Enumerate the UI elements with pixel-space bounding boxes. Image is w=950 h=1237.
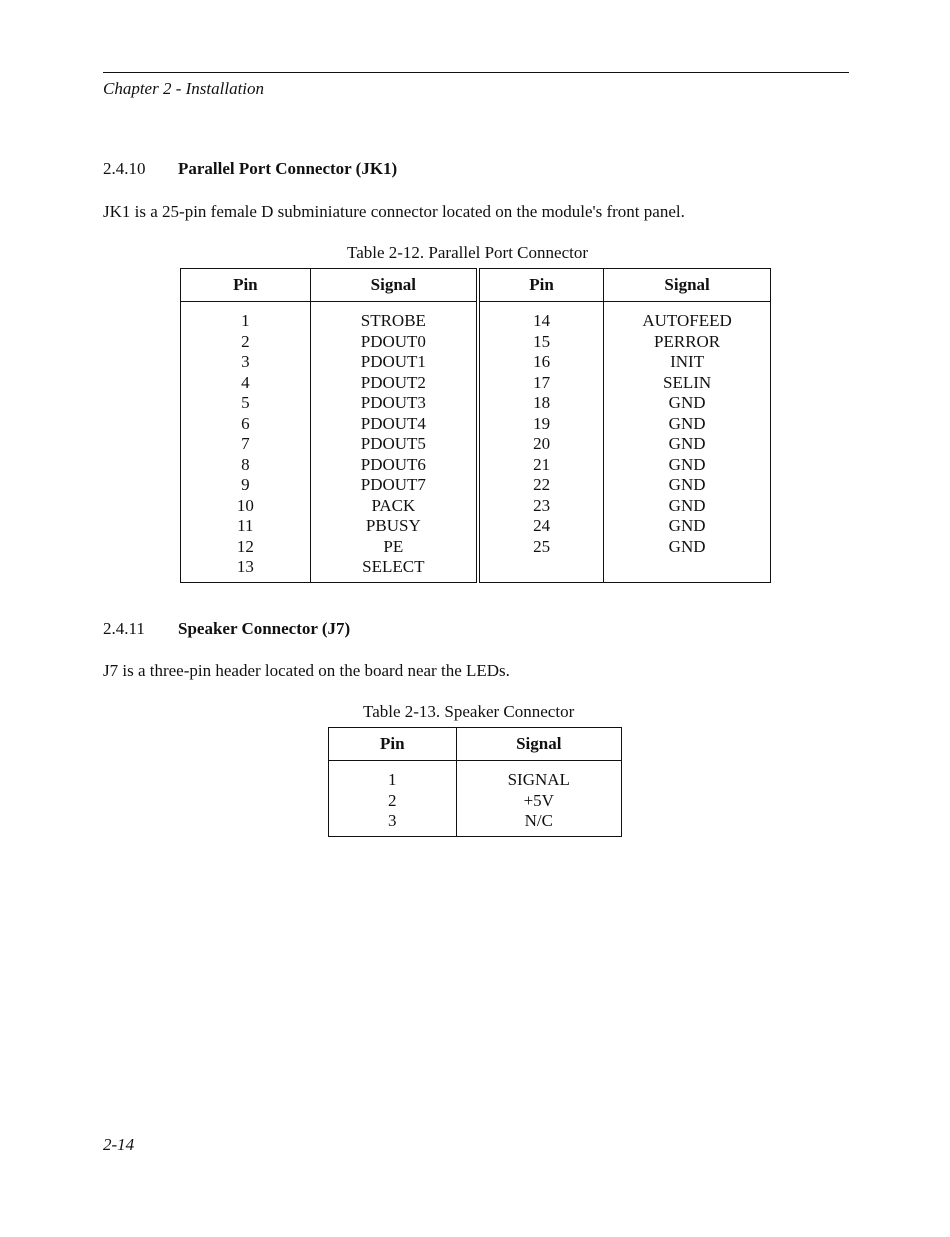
table-cell: 6 (241, 413, 250, 433)
table-row (181, 516, 771, 537)
table-row (181, 557, 771, 582)
table-cell: GND (604, 496, 771, 517)
table-header-row (329, 728, 622, 761)
table-cell: PDOUT5 (310, 434, 478, 455)
table-row (181, 414, 771, 435)
table-cell: PE (310, 537, 478, 558)
section-body-speaker: J7 is a three-pin header located on the board near the LEDs. (103, 661, 510, 680)
column-header: Pin (478, 269, 604, 302)
table-row (181, 455, 771, 476)
table-cell: 8 (241, 454, 250, 474)
table-cell: PDOUT1 (310, 352, 478, 373)
table-cell: 18 (478, 393, 604, 414)
speaker-connector-table (328, 727, 622, 837)
column-header: Signal (310, 269, 478, 302)
table-cell: 15 (478, 332, 604, 353)
table-cell: 17 (478, 373, 604, 394)
table-cell: 16 (478, 352, 604, 373)
table-row (329, 761, 622, 791)
table-cell: +5V (456, 791, 622, 812)
section-title: Parallel Port Connector (JK1) (178, 159, 398, 178)
table-cell: 24 (478, 516, 604, 537)
parallel-port-table (180, 268, 771, 583)
section-number: 2.4.11 (103, 619, 145, 638)
table-cell: 25 (478, 537, 604, 558)
table-cell: PBUSY (310, 516, 478, 537)
table-cell: AUTOFEED (604, 302, 771, 332)
section-heading-speaker (103, 619, 350, 639)
column-header: Signal (456, 728, 622, 761)
table-row (181, 352, 771, 373)
table-cell: 20 (478, 434, 604, 455)
table-row (181, 475, 771, 496)
table-row (329, 791, 622, 812)
table-row (181, 332, 771, 353)
table-cell: GND (604, 475, 771, 496)
table-cell: 3 (241, 352, 250, 371)
table-cell: PACK (310, 496, 478, 517)
table-cell: PDOUT2 (310, 373, 478, 394)
table-cell (604, 557, 771, 582)
table-cell: GND (604, 516, 771, 537)
table-cell: GND (604, 414, 771, 435)
table-cell: N/C (456, 811, 622, 836)
table-cell: 2 (241, 331, 250, 351)
table-cell: 7 (241, 434, 250, 453)
table-cell: STROBE (310, 302, 478, 332)
table-cell: 23 (478, 496, 604, 517)
table-cell: 3 (388, 811, 397, 830)
table-cell: 9 (241, 475, 250, 494)
table-caption-speaker: Table 2-13. Speaker Connector (363, 702, 575, 721)
table-cell: 22 (478, 475, 604, 496)
table-cell: 5 (241, 393, 250, 412)
table-row (329, 811, 622, 836)
chapter-header: Chapter 2 - Installation (103, 79, 265, 98)
table-cell: 1 (241, 311, 250, 330)
table-cell: 13 (236, 557, 254, 576)
table-cell: PDOUT4 (310, 414, 478, 435)
table-cell: GND (604, 393, 771, 414)
table-body (181, 302, 771, 583)
table-cell: PDOUT0 (310, 332, 478, 353)
table-cell: SELECT (310, 557, 478, 582)
table-body (329, 761, 622, 837)
table-cell: PDOUT3 (310, 393, 478, 414)
table-header-row (181, 269, 771, 302)
table-row (181, 434, 771, 455)
table-cell: PDOUT6 (310, 455, 478, 476)
column-header: Signal (604, 269, 771, 302)
section-number: 2.4.10 (103, 159, 146, 178)
table-cell: PERROR (604, 332, 771, 353)
page-number: 2-14 (103, 1135, 135, 1154)
section-title: Speaker Connector (J7) (178, 619, 351, 638)
table-cell: GND (604, 537, 771, 558)
column-header: Pin (181, 269, 311, 302)
table-cell: 11 (237, 516, 254, 535)
table-cell: 21 (478, 455, 604, 476)
table-caption-parallel: Table 2-12. Parallel Port Connector (347, 243, 588, 262)
table-row (181, 373, 771, 394)
table-cell: 10 (236, 495, 254, 515)
table-cell: 12 (236, 536, 254, 556)
section-body-parallel: JK1 is a 25-pin female D subminiature connector located on the module's front panel. (103, 202, 685, 221)
column-header: Pin (329, 728, 457, 761)
table-cell: PDOUT7 (310, 475, 478, 496)
table-cell: 2 (388, 790, 397, 810)
table-row (181, 537, 771, 558)
table-cell: 14 (478, 302, 604, 332)
header-rule (103, 72, 849, 73)
table-row (181, 302, 771, 332)
table-cell: GND (604, 434, 771, 455)
table-cell: SELIN (604, 373, 771, 394)
table-row (181, 393, 771, 414)
table-cell (478, 557, 604, 582)
table-cell: 4 (241, 372, 250, 392)
table-cell: 1 (388, 770, 397, 789)
table-cell: INIT (604, 352, 771, 373)
table-row (181, 496, 771, 517)
table-cell: GND (604, 455, 771, 476)
table-cell: SIGNAL (456, 761, 622, 791)
section-heading-parallel (103, 159, 397, 179)
table-cell: 19 (478, 414, 604, 435)
